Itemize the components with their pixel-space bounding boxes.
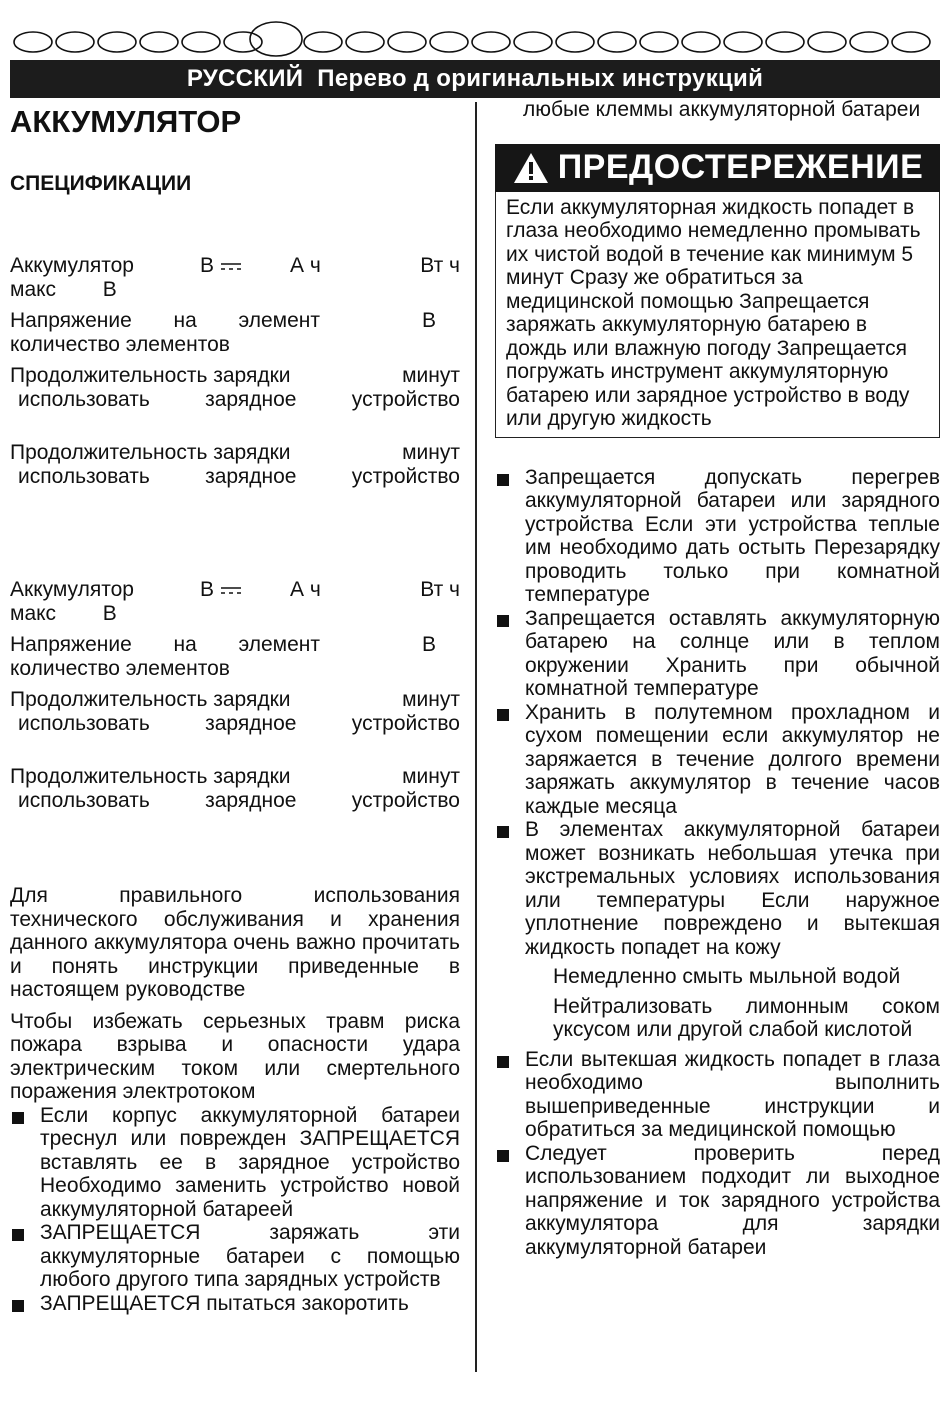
left-column — [10, 98, 460, 1315]
spec-charge2-row — [10, 765, 460, 789]
right-column — [495, 98, 940, 1259]
spec-charge1-row — [10, 364, 460, 388]
dc-symbol-icon — [220, 585, 242, 595]
spec-max-row — [10, 278, 460, 302]
dc-symbol-icon — [220, 261, 242, 271]
spec-charge2-label: Продолжительность зарядки — [10, 765, 291, 788]
spec-charge1-row — [10, 688, 460, 712]
spec-voltage-label: Напряжение на элемент — [10, 633, 320, 656]
list-item: Если корпус аккумуляторной батареи треснул или поврежден ЗАПРЕЩАЕТСЯ вставлять ее в зарядное устройство Необходимо заменить устройство новой аккумуляторной батареей — [10, 1104, 460, 1222]
list-item: Запрещается допускать перегрев аккумуляторной батареи или зарядного устройства Если эти устройства теплые им необходимо дать остыть Перезарядку проводить только при комнатной температуре — [495, 466, 940, 607]
right-bullet-list-b — [495, 1048, 940, 1260]
list-item: Если вытекшая жидкость попадет в глаза необходимо выполнить вышеприведенные инструкции и обратиться за медицинской помощью — [495, 1048, 940, 1142]
spec-unit-wh: Вт ч — [420, 578, 460, 601]
spec-voltage-label: Напряжение на элемент — [10, 309, 320, 332]
right-bullet-list-a — [495, 466, 940, 960]
spec-max-row — [10, 602, 460, 626]
specs-heading: СПЕЦИФИКАЦИИ — [10, 172, 192, 195]
spec-unit-v: В — [200, 254, 215, 277]
spec-voltage-row — [10, 633, 460, 657]
spec-voltage-row — [10, 309, 460, 333]
list-item: Хранить в полутемном прохладном и сухом помещении если аккумулятор не заряжается в течение долгого времени заряжать аккумулятор в течение часов каждые месяца — [495, 701, 940, 819]
left-bullet-list — [10, 1104, 460, 1316]
warning-header — [495, 144, 940, 192]
spec-charge1-label: Продолжительность зарядки — [10, 688, 291, 711]
intro-paragraph-1: Для правильного использования технического обслуживания и хранения данного аккумулятора очень важно прочитать и понять инструкции приведенные в настоящем руководстве — [10, 884, 460, 1001]
spec-max-label: макс — [10, 601, 57, 625]
list-item: Следует проверить перед использованием подходит ли выходное напряжение и ток зарядного устройства аккумулятора для зарядки аккумуляторной батареи — [495, 1142, 940, 1260]
spec-max-unit: В — [102, 601, 117, 625]
spec-charge2-line2: использовать зарядное устройство — [18, 788, 460, 812]
spec-voltage-unit-cell — [200, 578, 290, 602]
spec-charge2-unit: минут — [402, 765, 460, 788]
section-title: АККУМУЛЯТОР — [10, 104, 242, 139]
list-item: Запрещается оставлять аккумуляторную батарею на солнце или в теплом окружении Хранить при обычной комнатной температуре — [495, 607, 940, 701]
spec-voltage-unit: В — [422, 633, 437, 656]
spec-max-label: макс — [10, 277, 57, 301]
header-language: РУССКИЙ — [186, 65, 304, 92]
warning-title: ПРЕДОСТЕРЕЖЕНИЕ — [557, 148, 924, 186]
warning-body: Если аккумуляторная жидкость попадет в глаза необходимо немедленно промывать их чистой водой в течение как минимум 5 минут Сразу же обратиться за медицинской помощью Запрещается заряжать аккумуляторную батарею в дождь или влажную погоду Запрещается погружать инструмент аккумуляторную батарею или зарядное устройство в воду или другую жидкость — [495, 192, 940, 438]
spec-unit-v: В — [200, 578, 215, 601]
spec-unit-ah: А ч — [290, 578, 321, 601]
spec-charge1-label: Продолжительность зарядки — [10, 364, 291, 387]
spec-cells-label: количество элементов — [10, 656, 230, 680]
spec-charge2-unit: минут — [402, 441, 460, 464]
spec-battery-row — [10, 254, 460, 278]
list-item: ЗАПРЕЩАЕТСЯ пытаться закоротить — [10, 1292, 460, 1316]
language-tabs — [10, 20, 940, 60]
spec-charge2-label: Продолжительность зарядки — [10, 441, 291, 464]
list-item: В элементах аккумуляторной батареи может возникать небольшая утечка при экстремальных условиях использования или температуры Если наружное уплотнение повреждено и вытекшая жидкость попадет на кожу — [495, 818, 940, 959]
spec-block-1 — [10, 254, 460, 488]
sub-item-1: Немедленно смыть мыльной водой — [553, 965, 901, 988]
page-header — [10, 60, 940, 98]
spec-charge1-line2: использовать зарядное устройство — [18, 387, 460, 411]
spec-unit-wh: Вт ч — [420, 254, 460, 277]
spec-charge2-row — [10, 441, 460, 465]
spec-charge1-unit: минут — [402, 688, 460, 711]
header-subtitle: Перево д оригинальных инструкций — [317, 65, 764, 92]
spec-battery-label: Аккумулятор — [10, 578, 134, 601]
spec-voltage-unit-cell — [200, 254, 290, 278]
intro-paragraph-2: Чтобы избежать серьезных травм риска пожара взрыва и опасности удара электрическим током или смертельного поражения электротоком — [10, 1009, 460, 1103]
continuation-text: любые клеммы аккумуляторной батареи — [523, 98, 921, 121]
spec-max-unit: В — [102, 277, 117, 301]
spec-battery-label: Аккумулятор — [10, 254, 134, 277]
spec-block-2 — [10, 578, 460, 812]
spec-voltage-unit: В — [422, 309, 437, 332]
spec-cells-label: количество элементов — [10, 332, 230, 356]
warning-triangle-icon — [512, 151, 550, 185]
column-divider — [475, 102, 477, 1372]
spec-charge1-line2: использовать зарядное устройство — [18, 711, 460, 735]
spec-battery-row — [10, 578, 460, 602]
sub-item-2: Нейтрализовать лимонным соком уксусом или другой слабой кислотой — [553, 994, 940, 1041]
spec-charge2-line2: использовать зарядное устройство — [18, 464, 460, 488]
spec-charge1-unit: минут — [402, 364, 460, 387]
list-item: ЗАПРЕЩАЕТСЯ заряжать эти аккумуляторные батареи с помощью любого другого типа зарядных устройств — [10, 1221, 460, 1292]
spec-unit-ah: А ч — [290, 254, 321, 277]
